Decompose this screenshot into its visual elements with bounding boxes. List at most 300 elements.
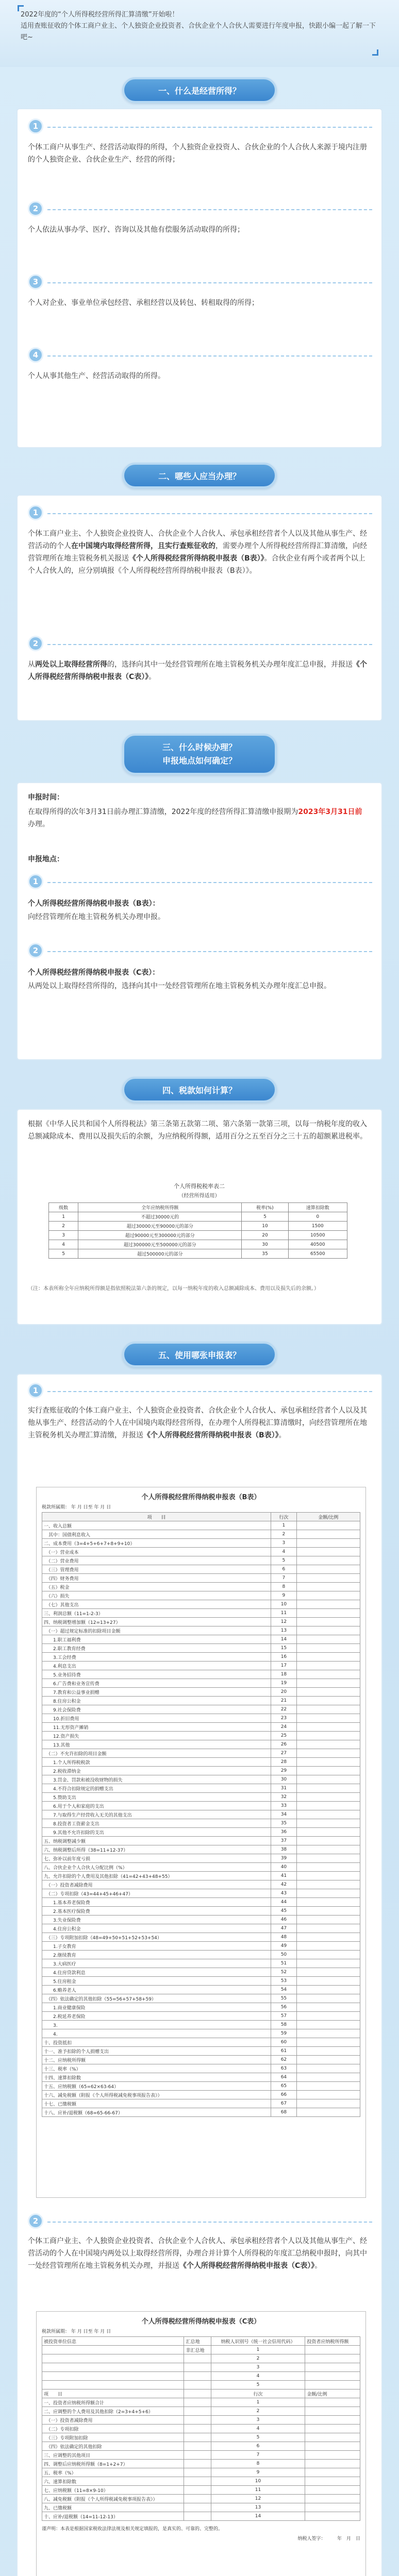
form-b-row [42, 2064, 360, 2073]
form-b-line-no: 20 [271, 1688, 296, 1697]
form-b-line-no: 50 [271, 1951, 296, 1959]
form-c-cell [184, 2363, 211, 2372]
form-c-cell [305, 2398, 360, 2407]
form-b-amount-cell [296, 1942, 360, 1951]
form-b-row [42, 2099, 360, 2108]
rate-cell: 3 [49, 1231, 78, 1240]
form-b-head-line: 行次 [271, 1513, 296, 1521]
rate-cell: 35 [242, 1249, 288, 1259]
form-c-cell: 6 [211, 2442, 305, 2451]
form-b-line-no: 8 [271, 1583, 296, 1591]
form-b-row [42, 1977, 360, 1986]
section-5-title: 五、使用哪张申报表？ [122, 1342, 277, 1367]
form-c-row [42, 2372, 360, 2381]
form-c-cell: 纳税人识别号（统一社会信用代码） [211, 2337, 305, 2346]
form-b-amount-cell [296, 1802, 360, 1810]
s2-item-1-part-b: 在中国境内取得经营所得，且实行查账征收的 [71, 542, 215, 550]
form-b-item: 8.投资者工资薪金支出 [42, 1819, 271, 1828]
form-b-row [42, 1688, 360, 1697]
form-b-item: 13.其他 [42, 1740, 271, 1749]
form-b-amount-cell [296, 1732, 360, 1740]
form-c-cell: 5 [211, 2381, 305, 2389]
form-b-line-no: 35 [271, 1819, 296, 1828]
form-c-cell: 3 [211, 2416, 305, 2425]
form-b-item: （二）营业费用 [42, 1556, 271, 1565]
form-c-cell: 金额/比例 [305, 2389, 360, 2398]
form-b-item: 3.罚金、罚款和被没收财物的损失 [42, 1775, 271, 1784]
form-b-amount-cell [296, 2003, 360, 2012]
place-2-text: 从两处以上取得经营所得的，选择向其中一处经营管理所在地主管税务机关办理年度汇总申报。 [28, 982, 331, 990]
form-c-cell [305, 2407, 360, 2416]
form-b-row [42, 1784, 360, 1793]
form-b-amount-cell [296, 1828, 360, 1837]
form-b-line-no: 55 [271, 1994, 296, 2003]
form-b-amount-cell [296, 1714, 360, 1723]
form-b-item: 四、纳税调整增加额（12=13+27） [42, 1618, 271, 1626]
form-c-cell [184, 2442, 211, 2451]
form-b-amount-cell [296, 1994, 360, 2003]
rate-cell: 20 [242, 1231, 288, 1240]
form-c-cell: 5 [211, 2433, 305, 2442]
form-b-amount-cell [296, 1705, 360, 1714]
form-b-line-no: 68 [271, 2108, 296, 2117]
s2-item-2-part-c: 的，选择向其中一处经营管理所在地主管税务机关办理年度汇总申报，并报送 [107, 660, 353, 669]
form-c-cell: 3 [211, 2363, 305, 2372]
form-b-amount-cell [296, 1600, 360, 1609]
form-b-line-no: 63 [271, 2064, 296, 2073]
s1-item-4-text: 个人从事其他生产、经营活动取得的所得。 [28, 372, 165, 380]
item-number-badge: 2 [28, 636, 43, 651]
s5-item-1-part-b: 《个人所得税经营所得纳税申报表（B表）》 [143, 1431, 279, 1439]
form-b-amount-cell [296, 1863, 360, 1872]
form-c-cell: 13 [211, 2503, 305, 2512]
form-b-row [42, 2038, 360, 2047]
form-b-item: （一）投资者减除费用 [42, 1880, 271, 1889]
form-b-line-no: 65 [271, 2082, 296, 2091]
form-c-cell [184, 2407, 211, 2416]
form-c-cell [305, 2460, 360, 2468]
form-c-cell [184, 2433, 211, 2442]
form-c-cell [305, 2468, 360, 2477]
rate-cell: 10 [242, 1222, 288, 1231]
form-c-row [42, 2407, 360, 2416]
form-b-amount-cell [296, 2012, 360, 2021]
form-b-row [42, 2056, 360, 2064]
form-b-amount-cell [296, 1530, 360, 1539]
form-b-amount-cell [296, 1556, 360, 1565]
form-b-line-no: 7 [271, 1574, 296, 1583]
form-b-line-no: 6 [271, 1565, 296, 1574]
divider [47, 2222, 372, 2223]
form-b-line-no: 21 [271, 1697, 296, 1705]
form-b-item: （一）营业成本 [42, 1548, 271, 1556]
form-b-item: 十二、应纳税所得额 [42, 2056, 271, 2064]
form-b-row [42, 1723, 360, 1732]
deadline-text [28, 806, 368, 831]
form-c-cell [42, 2354, 184, 2363]
form-b-item: （三）管理费用 [42, 1565, 271, 1574]
section-2-card [16, 495, 383, 721]
form-b-amount-cell [296, 1784, 360, 1793]
form-b-item: 2.税收滞纳金 [42, 1767, 271, 1775]
form-b-row [42, 1679, 360, 1688]
form-b-item: 七、弥补以前年度亏损 [42, 1854, 271, 1863]
place-1-text: 向经营管理所在地主管税务机关办理申报。 [28, 913, 165, 921]
form-c-cell: 八、减免税额（附报《个人所得税减免税事项报告表》） [42, 2495, 184, 2503]
form-b-line-no: 27 [271, 1749, 296, 1758]
divider [47, 882, 372, 883]
form-c-cell [184, 2512, 211, 2521]
form-c-row [42, 2381, 360, 2389]
form-b-amount-cell [296, 1644, 360, 1653]
form-b-item: 1.商业健康保险 [42, 2003, 271, 2012]
form-c-cell: 四、调整后应纳税所得额（8=1+2+7） [42, 2460, 184, 2468]
form-c-cell [305, 2512, 360, 2521]
deadline-text-tail: 办理。 [28, 820, 49, 828]
form-c-row [42, 2512, 360, 2521]
form-c-row [42, 2468, 360, 2477]
form-b-line-no: 12 [271, 1618, 296, 1626]
form-b-item: 4.利息支出 [42, 1662, 271, 1670]
rate-cell: 5 [49, 1249, 78, 1259]
rate-table [48, 1202, 347, 1259]
form-c-cell: 九、已缴税额 [42, 2503, 184, 2512]
rate-cell: 2 [49, 1222, 78, 1231]
form-b-line-no: 16 [271, 1653, 296, 1662]
form-b-row [42, 2021, 360, 2029]
form-b-line-no: 40 [271, 1863, 296, 1872]
form-b-row [42, 1863, 360, 1872]
form-b-row [42, 1933, 360, 1942]
form-c-cell [184, 2425, 211, 2433]
form-b-row [42, 1775, 360, 1784]
form-b-row [42, 1872, 360, 1880]
form-b-amount-cell [296, 1635, 360, 1644]
form-b-row [42, 1740, 360, 1749]
form-b-line-no: 2 [271, 1530, 296, 1539]
form-b-item: 3.失业保险费 [42, 1916, 271, 1924]
form-b-item: 4.住房公积金 [42, 1924, 271, 1933]
form-b-row [42, 1819, 360, 1828]
form-b-item: 十六、减免税额（附报《个人所得税减免税事项报告表》） [42, 2091, 271, 2099]
form-c-cell: 7 [211, 2451, 305, 2460]
form-b-row [42, 1670, 360, 1679]
form-c-cell: 4 [211, 2425, 305, 2433]
form-b-line-no: 14 [271, 1635, 296, 1644]
form-c-cell [184, 2354, 211, 2363]
form-b-row [42, 1556, 360, 1565]
form-b-item: 2.税延养老保险 [42, 2012, 271, 2021]
s1-item-1-text: 个体工商户从事生产、经营活动取得的所得，个人独资企业投资人、合伙企业的个人合伙人来源于境内注册的个人独资企业、合伙企业生产、经营的所得； [28, 143, 367, 164]
form-b-line-no: 36 [271, 1828, 296, 1837]
form-b-row [42, 1951, 360, 1959]
form-b-row [42, 1644, 360, 1653]
form-c-cell [42, 2381, 184, 2389]
form-c-signature: 纳税人签字： 年 月 日 [297, 2536, 360, 2541]
form-b-line-no: 61 [271, 2047, 296, 2056]
s5-item-2-part-c: 。 [314, 2262, 322, 2270]
form-b-row [42, 1793, 360, 1802]
form-b-item: 十五、应纳税额（65=62×63-64） [42, 2082, 271, 2091]
form-b-item: 11.无形资产摊销 [42, 1723, 271, 1732]
form-b-amount-cell [296, 1819, 360, 1828]
form-b-row [42, 2108, 360, 2117]
form-b-amount-cell [296, 1810, 360, 1819]
form-c-cell: 一、投资者应纳税所得额合计 [42, 2398, 184, 2407]
form-b-item: 1.子女教育 [42, 1942, 271, 1951]
form-c-table [42, 2336, 360, 2521]
form-c-cell: 2 [211, 2407, 305, 2416]
form-b-line-no: 5 [271, 1556, 296, 1565]
item-number-badge: 2 [28, 943, 43, 958]
form-b-line-no: 43 [271, 1889, 296, 1898]
form-b-line-no: 26 [271, 1740, 296, 1749]
form-c-cell [184, 2503, 211, 2512]
form-b-amount-cell [296, 1679, 360, 1688]
rate-row [49, 1231, 347, 1240]
form-c-period: 税款所属期： 年 月 日至 年 月 日 [42, 2329, 111, 2334]
s2-item-1-part-e: 。合伙企业有两个或者两个以上个人合伙人的，应分别填报《个人所得税经营所得纳税申报表（B表）》。 [28, 554, 365, 575]
form-b-line-no: 22 [271, 1705, 296, 1714]
form-c-cell [305, 2433, 360, 2442]
s2-item-1-text [28, 528, 368, 577]
form-b-item: 5.住房租金 [42, 1977, 271, 1986]
rate-header-rate: 税率(%) [242, 1203, 288, 1212]
deadline-label: 申报时间： [28, 793, 64, 802]
form-c-cell [305, 2372, 360, 2381]
form-b-amount-cell [296, 1662, 360, 1670]
form-b-row [42, 1600, 360, 1609]
section-4-card [16, 1109, 383, 1325]
form-b-line-no: 57 [271, 2012, 296, 2021]
form-c-cell: （一）投资者减除费用 [42, 2416, 184, 2425]
form-b-amount-cell [296, 1626, 360, 1635]
divider [47, 209, 372, 210]
item-number-badge: 4 [28, 347, 43, 363]
form-b-amount-cell [296, 1723, 360, 1732]
rate-cell: 超过30000元至90000元的部分 [78, 1222, 242, 1231]
form-b-item: 三、利润总额（11=1-2-3） [42, 1609, 271, 1618]
form-b-item: 9.其他不允许扣除的支出 [42, 1828, 271, 1837]
form-b-amount-cell [296, 1670, 360, 1679]
divider [47, 951, 372, 952]
form-c-cell: 项 目 [42, 2389, 184, 2398]
form-b-line-no: 15 [271, 1644, 296, 1653]
form-c-row [42, 2495, 360, 2503]
form-c-row [42, 2398, 360, 2407]
form-c-row [42, 2425, 360, 2433]
form-b-line-no: 41 [271, 1872, 296, 1880]
form-b-amount-cell [296, 1854, 360, 1863]
form-c-cell [184, 2416, 211, 2425]
form-b-amount-cell [296, 1775, 360, 1784]
form-b-line-no: 66 [271, 2091, 296, 2099]
form-c-cell: 被投资单位信息 [42, 2337, 184, 2346]
form-b-row [42, 1810, 360, 1819]
form-b-amount-cell [296, 1880, 360, 1889]
form-b-row [42, 2012, 360, 2021]
form-b-line-no: 47 [271, 1924, 296, 1933]
form-b-row [42, 2047, 360, 2056]
form-c-title: 个人所得税经营所得纳税申报表（C表） [141, 2318, 261, 2326]
form-b-amount-cell [296, 2099, 360, 2108]
form-c-row [42, 2416, 360, 2425]
rate-cell: 5 [242, 1212, 288, 1222]
s5-item-2-part-b: 《个人所得税经营所得纳税申报表（C表）》 [179, 2262, 315, 2270]
form-c-cell [184, 2451, 211, 2460]
place-2-head: 个人所得税经营所得纳税申报表（C表）： [28, 969, 160, 977]
form-b-item: 9.社会保险费 [42, 1705, 271, 1714]
form-b-row [42, 1705, 360, 1714]
form-b-row [42, 1845, 360, 1854]
place-1-head: 个人所得税经营所得纳税申报表（B表）： [28, 900, 160, 908]
form-c-row [42, 2477, 360, 2486]
form-b-amount-cell [296, 1688, 360, 1697]
form-c-cell [305, 2495, 360, 2503]
form-b-amount-cell [296, 1609, 360, 1618]
item-number-badge: 1 [28, 1383, 43, 1398]
form-b-item: 4.不符合扣除规定的捐赠支出 [42, 1784, 271, 1793]
deadline-text-main: 在取得所得的次年3月31日前办理汇算清缴，2022年度的经营所得汇算清缴申报期为 [28, 808, 298, 816]
form-b-head-amount: 金额/比例 [296, 1513, 360, 1521]
form-b-amount-cell [296, 1907, 360, 1916]
form-b-line-no: 39 [271, 1854, 296, 1863]
form-b-row [42, 1767, 360, 1775]
form-b-row [42, 1548, 360, 1556]
form-b-amount-cell [296, 1837, 360, 1845]
form-c-cell: 七、应纳税额（11=8×9-10） [42, 2486, 184, 2495]
form-b-item: 2.职工教育经费 [42, 1644, 271, 1653]
s2-item-1-part-a: 个体工商户业主、个人独资企业投资人、合伙企业个人合伙人、承包承租经营者个人以及其他从事生产、经营活动的个人 [28, 530, 367, 550]
form-c-cell: 行次 [211, 2389, 305, 2398]
form-c-cell: 11 [211, 2486, 305, 2495]
form-c-row [42, 2451, 360, 2460]
rate-cell: 超过500000元的部分 [78, 1249, 242, 1259]
form-b-row [42, 1898, 360, 1907]
rate-cell: 1500 [288, 1222, 347, 1231]
form-b-line-no: 29 [271, 1767, 296, 1775]
intro-line-1: 2022年度的“个人所得税经营所得汇算清缴”开始啦！ [21, 11, 179, 19]
form-b-line-no: 23 [271, 1714, 296, 1723]
form-b-item: 10.折旧费用 [42, 1714, 271, 1723]
form-b-row [42, 1916, 360, 1924]
form-b-table [42, 1512, 360, 2117]
rate-cell: 30 [242, 1240, 288, 1249]
form-b-amount-cell [296, 1951, 360, 1959]
form-c-cell [184, 2468, 211, 2477]
form-b-amount-cell [296, 1521, 360, 1530]
section-3-card [16, 782, 383, 1060]
form-c-cell: 1 [211, 2346, 305, 2354]
form-b-item: 1.个人所得税税款 [42, 1758, 271, 1767]
rate-cell: 不超过30000元的 [78, 1212, 242, 1222]
rate-cell: 超过300000元至500000元的部分 [78, 1240, 242, 1249]
form-b-amount-cell [296, 1758, 360, 1767]
item-number-badge: 1 [28, 118, 43, 134]
form-b-line-no: 24 [271, 1723, 296, 1732]
form-c-cell [305, 2381, 360, 2389]
form-b-item: 五、纳税调整减少额 [42, 1837, 271, 1845]
s1-item-2-text: 个人依法从事办学、医疗、咨询以及其他有偿服务活动取得的所得； [28, 226, 244, 234]
rate-cell: 10500 [288, 1231, 347, 1240]
form-b-row [42, 1583, 360, 1591]
form-c-row [42, 2442, 360, 2451]
form-b-item: （二）不允许扣除的项目金额 [42, 1749, 271, 1758]
form-b-line-no: 52 [271, 1968, 296, 1977]
form-b-item: 十七、已缴税额 [42, 2099, 271, 2108]
form-b-amount-cell [296, 1889, 360, 1898]
form-c-cell: 三、应调整的其他项目 [42, 2451, 184, 2460]
form-b-row [42, 1924, 360, 1933]
form-b-line-no: 64 [271, 2073, 296, 2082]
s2-item-2-part-a: 从 [28, 660, 35, 669]
form-b-row [42, 1837, 360, 1845]
form-b-row [42, 1653, 360, 1662]
section-1-title: 一、什么是经营所得？ [122, 77, 277, 103]
form-b-row [42, 1530, 360, 1539]
s5-item-1-text [28, 1404, 371, 1442]
form-b-item: 六、纳税调整后所得（38=11+12-37） [42, 1845, 271, 1854]
form-c-declaration: 谨声明：本表是根据国家税收法律法规及相关规定填报的，是真实的、可靠的、完整的。 [42, 2527, 223, 2532]
form-c-cell [305, 2416, 360, 2425]
form-b-row [42, 1986, 360, 1994]
form-b-amount-cell [296, 1583, 360, 1591]
form-b-line-no: 54 [271, 1986, 296, 1994]
form-c-cell: 汇总地 [184, 2337, 211, 2346]
form-b-row [42, 2082, 360, 2091]
form-b-row [42, 2091, 360, 2099]
form-b-line-no: 10 [271, 1600, 296, 1609]
form-b-item: （六）损失 [42, 1591, 271, 1600]
form-b-line-no: 56 [271, 2003, 296, 2012]
form-c-cell [184, 2389, 211, 2398]
form-b-item: 3. [42, 2021, 271, 2029]
rate-row [49, 1249, 347, 1259]
form-c-row [42, 2363, 360, 2372]
form-b-line-no: 60 [271, 2038, 296, 2047]
form-c-cell: 9 [211, 2468, 305, 2477]
rate-cell: 0 [288, 1212, 347, 1222]
divider [47, 127, 372, 128]
form-b-row [42, 1994, 360, 2003]
form-b-line-no: 49 [271, 1942, 296, 1951]
form-b-line-no: 3 [271, 1539, 296, 1548]
form-b-line-no: 4 [271, 1548, 296, 1556]
form-b-amount-cell [296, 1845, 360, 1854]
form-b-amount-cell [296, 2038, 360, 2047]
section-1-card [16, 108, 383, 448]
form-b-item: 二、成本费用（3=4+5+6+7+8+9+10） [42, 1539, 271, 1548]
rate-header-level: 级数 [49, 1203, 78, 1212]
form-b-line-no: 53 [271, 1977, 296, 1986]
form-b-line-no: 25 [271, 1732, 296, 1740]
form-b-item: 3.大病医疗 [42, 1959, 271, 1968]
form-b-row [42, 1714, 360, 1723]
form-b-amount-cell [296, 2073, 360, 2082]
rate-cell: 65500 [288, 1249, 347, 1259]
form-b-item: （二）专项扣除（43=44+45+46+47） [42, 1889, 271, 1898]
form-c-row [42, 2354, 360, 2363]
form-b-row [42, 1626, 360, 1635]
form-b-amount-cell [296, 2029, 360, 2038]
rate-cell: 4 [49, 1240, 78, 1249]
form-b-amount-cell [296, 1767, 360, 1775]
form-b-amount-cell [296, 1793, 360, 1802]
form-b-amount-cell [296, 2091, 360, 2099]
form-b-amount-cell [296, 1591, 360, 1600]
item-number-badge: 3 [28, 274, 43, 290]
form-b-line-no: 13 [271, 1626, 296, 1635]
